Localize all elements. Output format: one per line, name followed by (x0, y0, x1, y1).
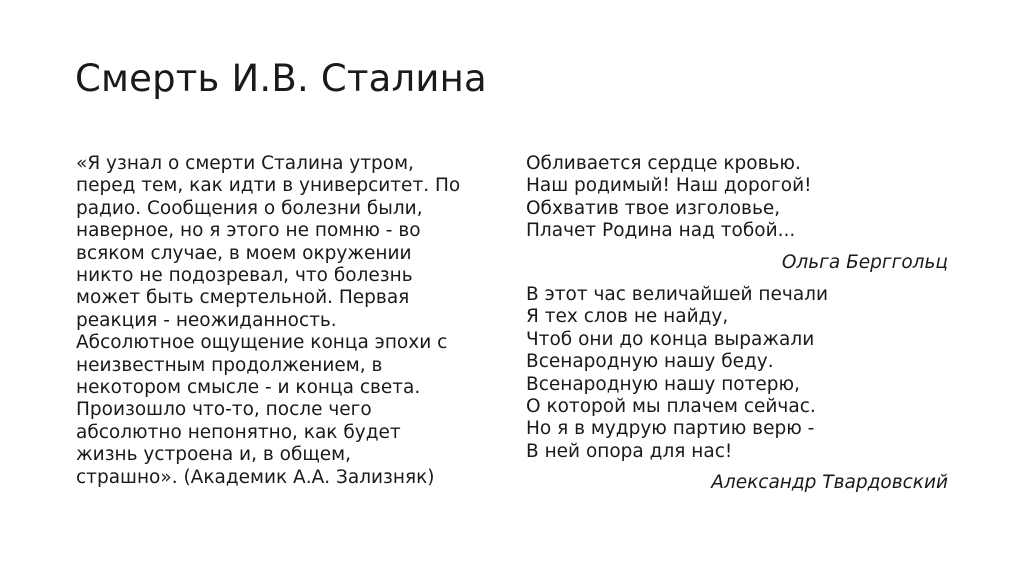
poems-block (526, 153, 948, 505)
quote-line: наверное, но я этого не помню - во (76, 220, 421, 242)
poem-author: Ольга Берггольц (781, 251, 948, 273)
slide-title: Смерть И.В. Сталина (75, 57, 487, 100)
quote-line: никто не подозревал, что болезнь (76, 265, 413, 287)
poem-line: Всенародную нашу потерю, (526, 373, 800, 395)
poem-line: О которой мы плачем сейчас. (526, 396, 816, 418)
poem-line: Обливается сердце кровью. (526, 153, 801, 174)
poem-author: Александр Твардовский (711, 472, 948, 494)
poem-line: Я тех слов не найду, (526, 306, 729, 328)
poem-line: В этот час величайшей печали (526, 284, 829, 306)
quote-line: «Я узнал о смерти Сталина утром, (76, 153, 414, 174)
poem-line: Обхватив твое изголовье, (526, 197, 781, 219)
poem-line: Наш родимый! Наш дорогой! (526, 175, 812, 197)
quote-line: всяком случае, в моем окружении (76, 242, 412, 264)
poem-line: В ней опора для нас! (526, 440, 733, 462)
quote-line: неизвестным продолжением, в (76, 354, 383, 376)
poem-berggolts (526, 153, 948, 274)
quote-block (76, 153, 506, 489)
quote-line: радио. Сообщения о болезни были, (76, 197, 423, 219)
poem-line: Чтоб они до конца выражали (526, 328, 815, 350)
quote-line: некотором смысле - и конца света. (76, 377, 421, 399)
quote-line: может быть смертельной. Первая (76, 287, 410, 309)
quote-line: перед тем, как идти в университет. По (76, 175, 461, 197)
quote-line: Абсолютное ощущение конца эпохи с (76, 332, 448, 354)
quote-line: Произошло что-то, после чего (76, 399, 372, 421)
quote-line: реакция - неожиданность. (76, 309, 337, 331)
poem-line: Плачет Родина над тобой... (526, 220, 796, 242)
poem-line: Всенародную нашу беду. (526, 351, 774, 373)
quote-line: страшно». (Академик А.А. Зализняк) (76, 466, 435, 488)
quote-line: жизнь устроена и, в общем, (76, 444, 351, 466)
poem-tvardovsky (526, 284, 948, 495)
quote-line: абсолютно непонятно, как будет (76, 421, 401, 443)
poem-line: Но я в мудрую партию верю - (526, 418, 815, 440)
